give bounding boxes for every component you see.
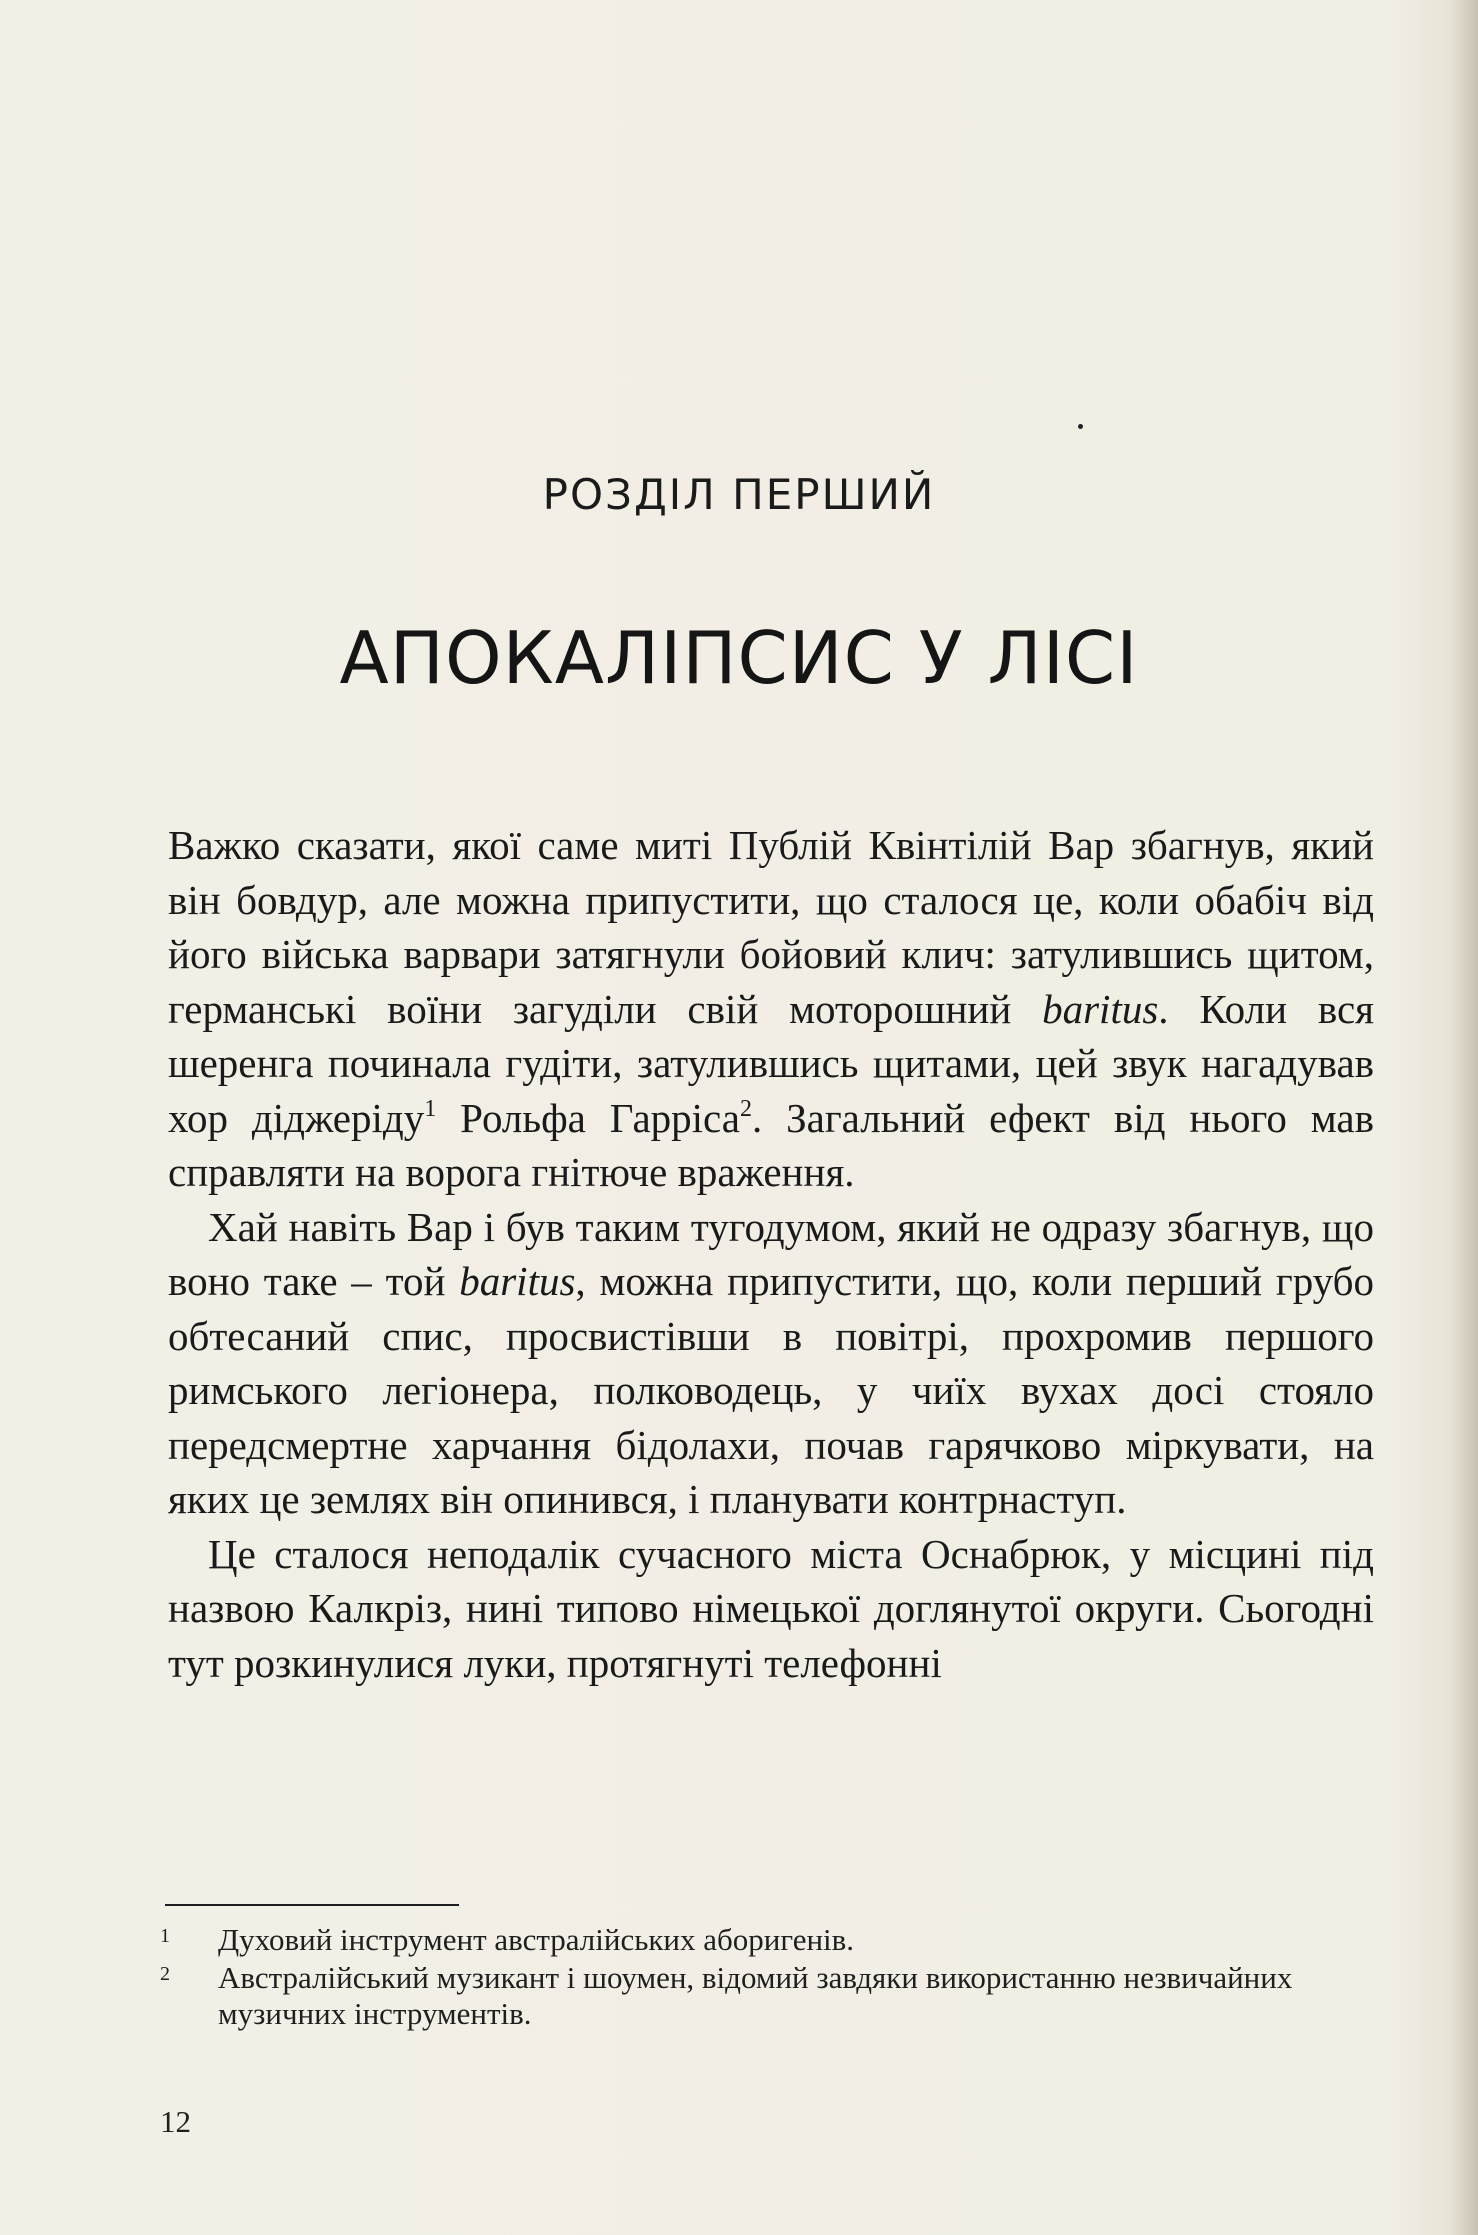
footnote-ref-2[interactable]: 2 (739, 1095, 752, 1122)
footnote-number: 1 (160, 1925, 170, 1947)
footnote-2 (160, 1960, 1380, 2032)
paragraph-1 (168, 818, 1374, 1200)
footnotes (160, 1922, 1380, 2034)
italic-term: baritus (1042, 985, 1159, 1032)
text-segment: . Коли вся шеренга починала гудіти, затулившись щитами, цей звук нагадував хор діджеріду (168, 985, 1374, 1141)
print-dot (1078, 424, 1083, 429)
chapter-label: РОЗДІЛ ПЕРШИЙ (542, 470, 936, 519)
text-segment: Це сталося неподалік сучасного міста Оснабрюк, у місцині під назвою Калкріз, нині типово німецької доглянутої округи. Сьогодні тут розкинулися луки, протягнуті телефонні (168, 1530, 1374, 1686)
italic-term: baritus (459, 1258, 576, 1304)
footnote-number: 2 (160, 1963, 170, 1985)
footnote-text: Духовий інструмент австралійських аборигенів. (218, 1922, 855, 1957)
text-segment: Хай навіть Вар і був таким тугодумом, який не одразу збагнув, що воно таке – той (168, 1203, 1374, 1304)
page-number: 12 (160, 2104, 191, 2139)
footnote-ref-1[interactable]: 1 (424, 1095, 437, 1122)
text-segment: Важко сказати, якої саме миті Публій Квінтілій Вар збагнув, який він бовдур, але можна припустити, що сталося це, коли обабіч від його війська варвари затягнули бойовий клич: затулившись щитом, германські воїни загуділи свій моторошний (168, 822, 1374, 1032)
footnote-divider (165, 1904, 459, 1906)
footnote-text: Австралійський музикант і шоумен, відомий завдяки використанню незвичайних музичних інструментів. (218, 1960, 1293, 2031)
body-text (168, 818, 1374, 1690)
page-edge-shadow (1450, 0, 1478, 2235)
paragraph-3 (168, 1527, 1374, 1691)
footnote-1 (160, 1922, 1380, 1958)
paragraph-2 (168, 1200, 1374, 1527)
text-segment: Рольфа Гарріса (436, 1094, 740, 1141)
text-segment: . Загальний ефект від нього мав справляти на ворога гнітюче враження. (168, 1094, 1374, 1195)
text-segment: , можна припустити, що, коли перший грубо обтесаний спис, просвистівши в повітрі, прохромив першого римського легіонера, полководець, у чиїх вухах досі стояло передсмертне харчання бідолахи, почав гарячково міркувати, на яких це землях він опинився, і планувати контрнаступ. (168, 1258, 1374, 1522)
chapter-title: АПОКАЛІПСИС У ЛІСІ (339, 616, 1139, 700)
